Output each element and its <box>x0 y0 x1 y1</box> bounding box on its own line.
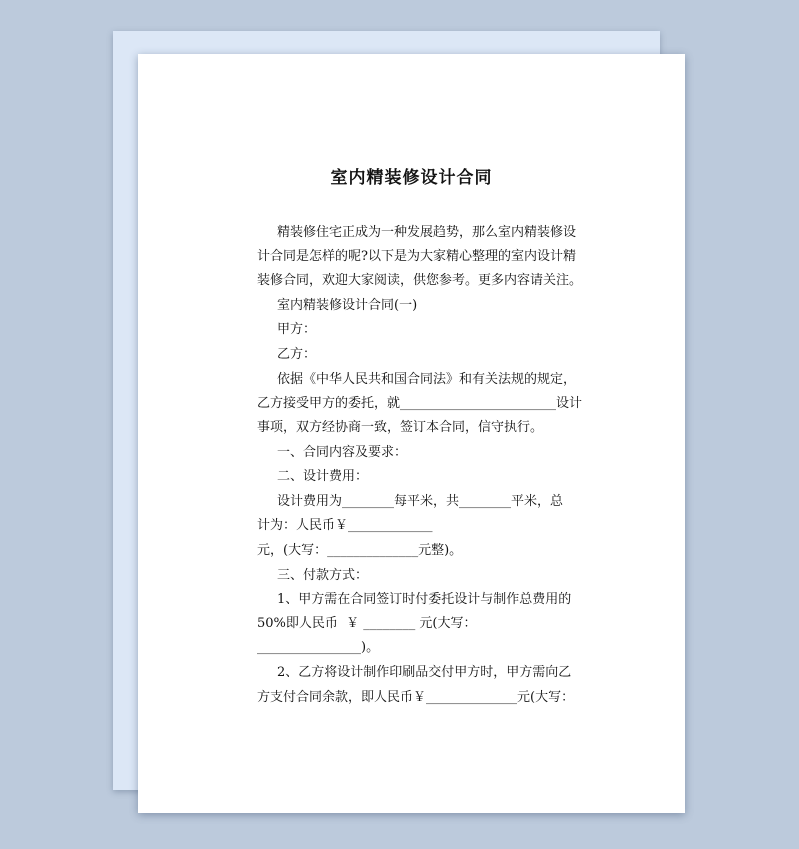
document-page <box>138 54 685 813</box>
intro-line-2: 计合同是怎样的呢?以下是为大家精心整理的室内设计精 <box>257 249 576 264</box>
clause-basis-line-1: 依据《中华人民共和国合同法》和有关法规的规定， <box>277 372 577 387</box>
payment-1-line-2: 50%即人民币 ￥ ________ 元(大写： <box>257 616 477 631</box>
contract-subtitle: 室内精装修设计合同(一) <box>277 298 418 313</box>
fee-line-1: 设计费用为________每平米，共________平米，总 <box>277 494 564 509</box>
payment-2-line-1: 2、乙方将设计制作印刷品交付甲方时，甲方需向乙 <box>277 665 572 680</box>
party-b-label: 乙方： <box>277 347 317 362</box>
document-title: 室内精装修设计合同 <box>330 168 493 188</box>
section-3-heading: 三、付款方式： <box>277 568 369 583</box>
party-a-label: 甲方： <box>277 322 317 337</box>
fee-line-2: 计为：人民币￥_____________ <box>257 518 433 533</box>
section-2-heading: 二、设计费用： <box>277 469 369 484</box>
intro-line-3: 装修合同，欢迎大家阅读，供您参考。更多内容请关注。 <box>257 273 583 288</box>
fee-line-3: 元，(大写：______________元整)。 <box>257 543 463 558</box>
clause-basis-line-2: 乙方接受甲方的委托，就________________________设计 <box>257 396 583 411</box>
payment-2-line-2: 方支付合同余款，即人民币￥______________元(大写： <box>257 690 575 705</box>
section-1-heading: 一、合同内容及要求： <box>277 445 408 460</box>
payment-1-line-1: 1、甲方需在合同签订时付委托设计与制作总费用的 <box>277 592 572 607</box>
clause-basis-line-3: 事项，双方经协商一致，签订本合同，信守执行。 <box>257 420 544 435</box>
intro-line-1: 精装修住宅正成为一种发展趋势，那么室内精装修设 <box>277 225 577 240</box>
payment-1-line-3: ________________)。 <box>257 640 380 655</box>
